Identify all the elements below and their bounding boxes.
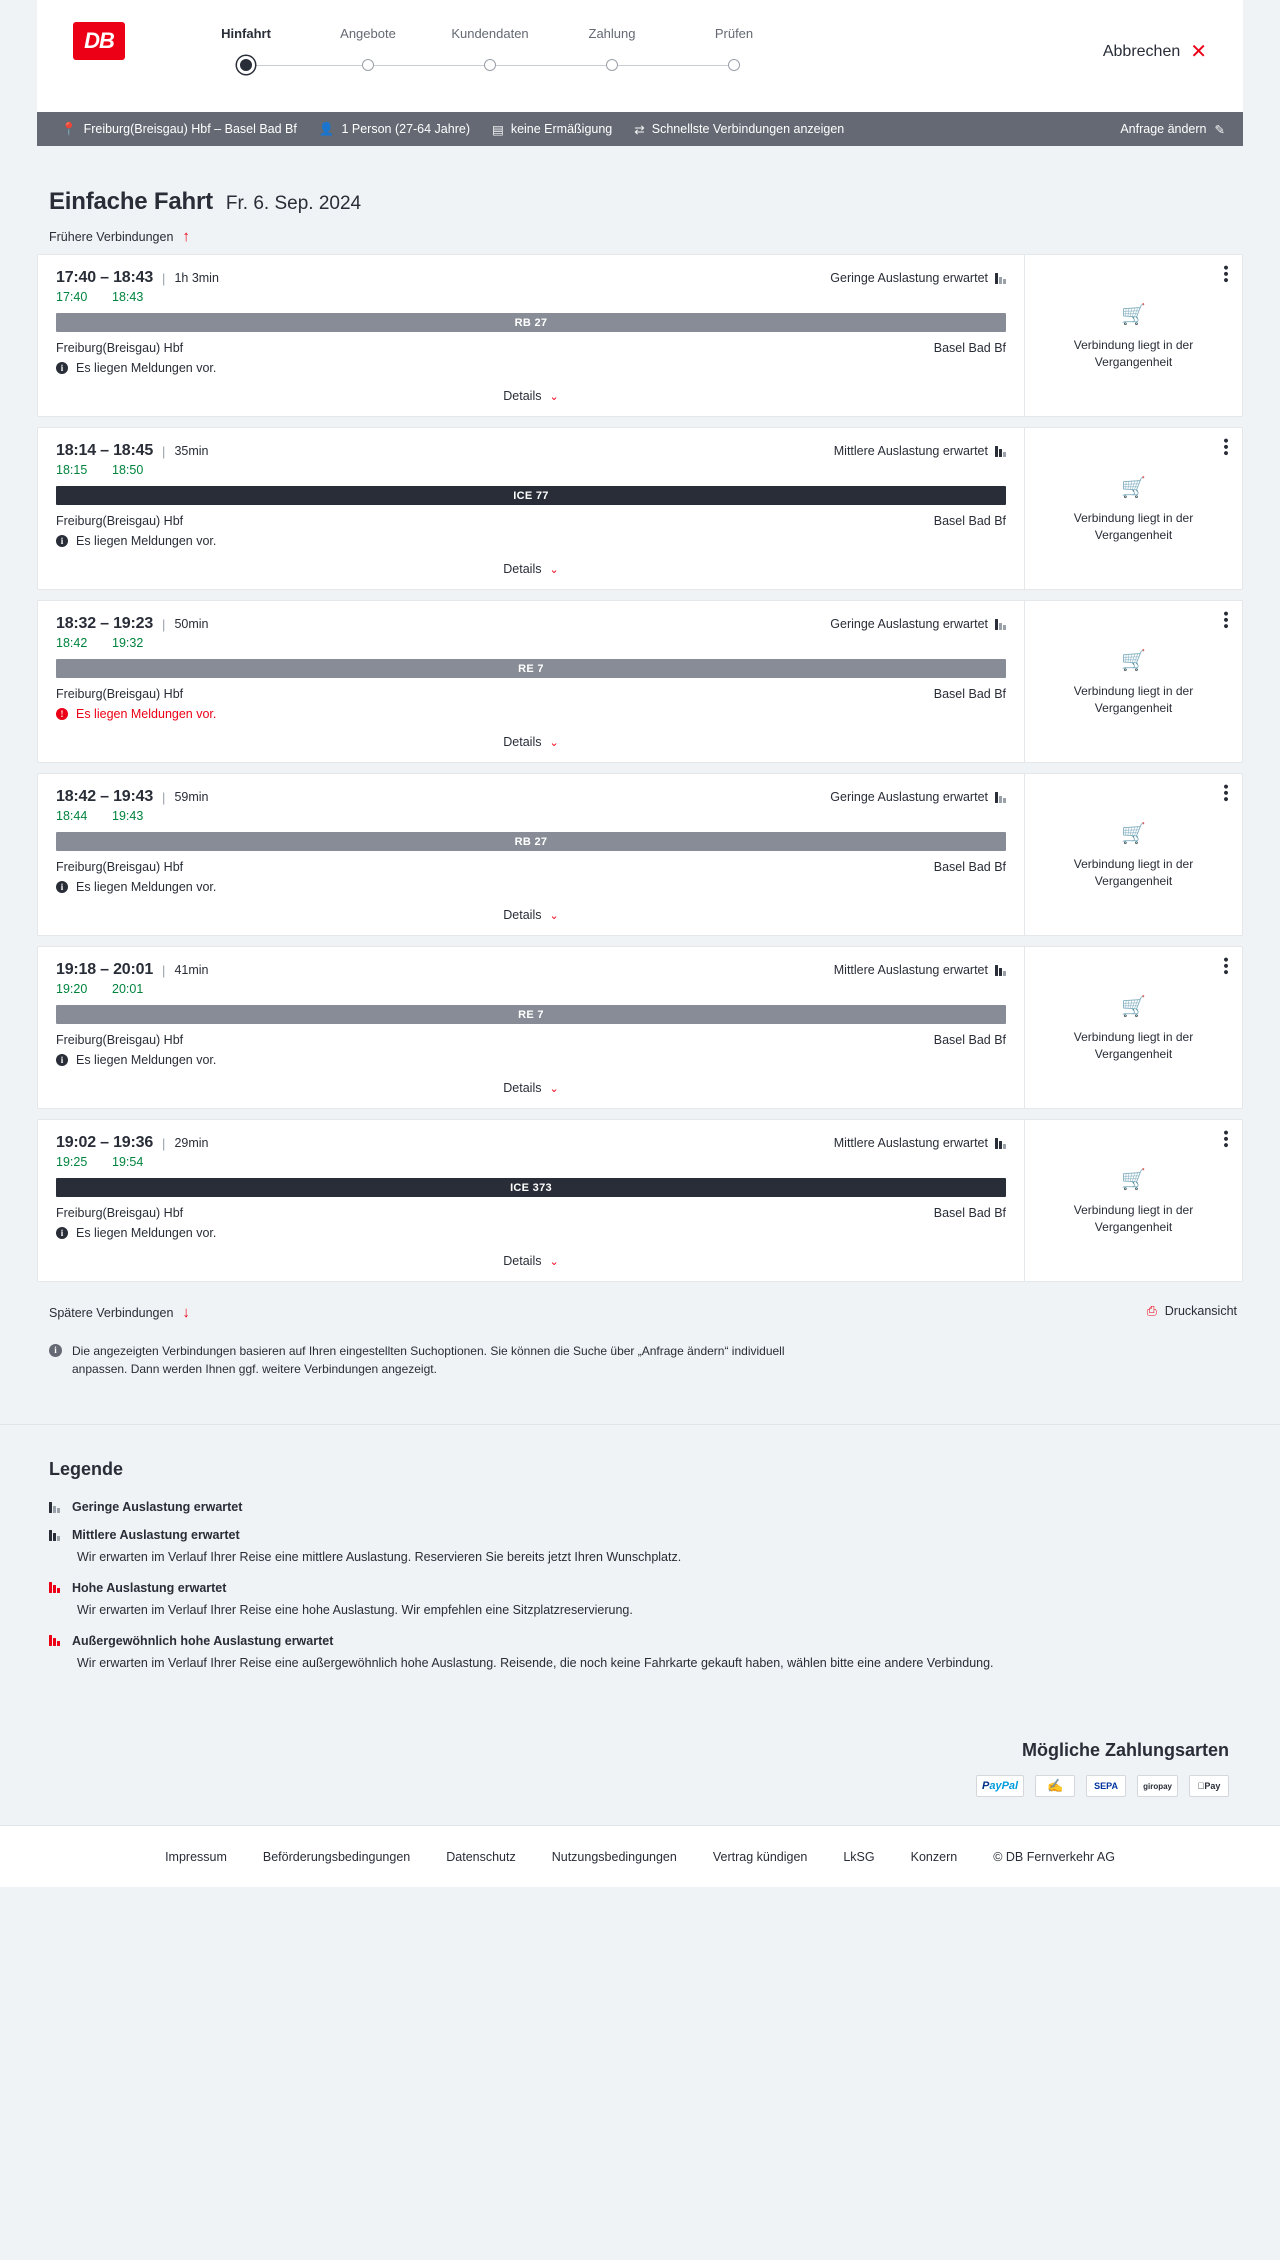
connection-list <box>37 254 1243 1282</box>
past-connection-text: Verbindung liegt in der Vergangenheit <box>1073 1202 1194 1234</box>
paypal-logo: PayPal <box>982 1780 1019 1793</box>
location-pin-icon: 📍 <box>61 121 77 136</box>
arrow-up-icon: ↑ <box>182 228 190 245</box>
destination-station: Basel Bad Bf <box>933 860 1006 874</box>
connection-load-label: Mittlere Auslastung erwartet <box>833 444 988 458</box>
connection-message[interactable] <box>56 361 1006 375</box>
more-options-icon[interactable]: ••• <box>1217 438 1234 457</box>
connection-actual-times <box>56 1155 1006 1169</box>
connection-info <box>38 774 1024 935</box>
info-icon: i <box>56 362 68 374</box>
connection-duration: 41min <box>174 963 209 977</box>
connection-header <box>56 615 1006 633</box>
departure-actual-time: 17:40 <box>56 290 88 304</box>
train-badge: RB 27 <box>56 313 1006 332</box>
connection-info <box>38 601 1024 762</box>
bahncard-icon: ▤ <box>492 122 504 137</box>
separator: | <box>162 270 166 286</box>
legend-section <box>0 1424 1280 1726</box>
connection-message[interactable] <box>56 707 1006 721</box>
train-badge: RE 7 <box>56 659 1006 678</box>
connection-load <box>830 617 1006 631</box>
legend-title: Legende <box>49 1459 124 1479</box>
departure-actual-time: 19:20 <box>56 982 88 996</box>
load-level-1-icon <box>995 273 1006 284</box>
separator: | <box>162 443 166 459</box>
step-label: Prüfen <box>714 26 754 41</box>
connection-load <box>834 444 1006 458</box>
destination-station: Basel Bad Bf <box>933 514 1006 528</box>
load-level-3-icon <box>49 1582 60 1593</box>
load-level-2-icon <box>995 446 1006 457</box>
connection-load <box>830 790 1006 804</box>
legend-item-label: Außergewöhnlich hohe Auslastung erwartet <box>72 1633 334 1648</box>
step-dot-icon <box>728 59 740 71</box>
payment-section <box>0 1726 1280 1825</box>
more-options-icon[interactable]: ••• <box>1217 611 1234 630</box>
connection-duration: 35min <box>174 444 209 458</box>
connection-header <box>56 788 1006 806</box>
info-icon: i <box>56 1054 68 1066</box>
connection-message[interactable] <box>56 1053 1006 1067</box>
details-toggle[interactable] <box>56 1240 1006 1281</box>
details-label: Details <box>503 1081 542 1095</box>
connection-load-label: Mittlere Auslastung erwartet <box>833 963 988 977</box>
connection-stations <box>56 1206 1006 1220</box>
connection-message-text: Es liegen Meldungen vor. <box>76 880 217 894</box>
payment-method-badge <box>1086 1775 1126 1797</box>
connection-message-text: Es liegen Meldungen vor. <box>76 707 217 721</box>
train-badge: ICE 77 <box>56 486 1006 505</box>
details-toggle[interactable] <box>56 548 1006 589</box>
footer-link[interactable]: Vertrag kündigen <box>712 1849 808 1864</box>
connection-load <box>834 1136 1006 1150</box>
payment-methods <box>37 1775 1243 1797</box>
train-badge: RE 7 <box>56 1005 1006 1024</box>
connection-actual-times <box>56 290 1006 304</box>
query-discount[interactable] <box>492 122 634 137</box>
details-toggle[interactable] <box>56 721 1006 762</box>
payment-method-badge <box>1035 1775 1075 1797</box>
connection-duration: 1h 3min <box>174 271 219 285</box>
origin-station: Freiburg(Breisgau) Hbf <box>56 1033 184 1047</box>
origin-station: Freiburg(Breisgau) Hbf <box>56 514 184 528</box>
giropay-logo: giropay <box>1143 1781 1172 1791</box>
connection-time-range: 18:14 – 18:45 <box>56 442 154 459</box>
step-dot-icon <box>240 59 252 71</box>
step-2[interactable] <box>307 26 429 79</box>
query-discount-label: keine Ermäßigung <box>510 122 613 136</box>
footer-link[interactable]: Beförderungsbedingungen <box>262 1849 411 1864</box>
past-connection-text: Verbindung liegt in der Vergangenheit <box>1073 510 1194 542</box>
legend-item <box>49 1500 1243 1514</box>
connection-stations <box>56 1033 1006 1047</box>
destination-station: Basel Bad Bf <box>933 1033 1006 1047</box>
legend-items <box>49 1500 1243 1672</box>
separator: | <box>162 1135 166 1151</box>
connection-message-text: Es liegen Meldungen vor. <box>76 1053 217 1067</box>
connection-card[interactable] <box>37 773 1243 936</box>
connection-header <box>56 1134 1006 1152</box>
query-bar <box>37 112 1243 146</box>
legend-item <box>49 1528 1243 1567</box>
connection-card[interactable] <box>37 1119 1243 1282</box>
query-fastest-label: Schnellste Verbindungen anzeigen <box>651 122 845 136</box>
step-5[interactable] <box>673 26 795 79</box>
connection-load <box>830 271 1006 285</box>
query-route[interactable] <box>55 122 319 137</box>
legend-item-label: Geringe Auslastung erwartet <box>72 1500 243 1514</box>
close-icon[interactable]: ✕ <box>1190 41 1207 63</box>
destination-station: Basel Bad Bf <box>933 341 1006 355</box>
shopping-cart-icon: 🛒 <box>1121 303 1146 326</box>
step-indicator <box>307 55 429 79</box>
query-fastest[interactable] <box>634 122 866 137</box>
more-options-icon[interactable]: ••• <box>1217 957 1234 976</box>
connection-actual-times <box>56 636 1006 650</box>
shopping-cart-icon: 🛒 <box>1121 822 1146 845</box>
payment-method-badge <box>1189 1775 1229 1797</box>
cancel-label: Abbrechen <box>1102 43 1181 60</box>
connection-action <box>1024 947 1242 1108</box>
legend-item-label: Hohe Auslastung erwartet <box>72 1580 227 1595</box>
legend-item-label: Mittlere Auslastung erwartet <box>72 1528 240 1542</box>
legend-item <box>49 1634 1243 1673</box>
chevron-down-icon: ⌄ <box>549 1255 559 1268</box>
separator: | <box>162 789 166 805</box>
origin-station: Freiburg(Breisgau) Hbf <box>56 341 184 355</box>
connection-actual-times <box>56 809 1006 823</box>
later-connections-button[interactable] <box>37 1292 190 1330</box>
print-icon: ⎙ <box>1146 1303 1157 1318</box>
apple-pay-logo: Pay <box>1200 1781 1217 1792</box>
db-logo: DB <box>73 22 125 60</box>
connection-message[interactable] <box>56 534 1006 548</box>
list-footer <box>37 1292 1243 1334</box>
change-request-label: Anfrage ändern <box>1120 122 1207 136</box>
separator: | <box>162 616 166 632</box>
legend-item-head <box>49 1634 1243 1648</box>
details-toggle[interactable] <box>56 375 1006 416</box>
page-title <box>37 146 1243 216</box>
title-date: Fr. 6. Sep. 2024 <box>225 193 362 214</box>
chevron-down-icon: ⌄ <box>549 736 559 749</box>
connection-header <box>56 961 1006 979</box>
arrival-actual-time: 20:01 <box>112 982 144 996</box>
step-indicator <box>673 55 795 79</box>
step-indicator <box>185 55 307 79</box>
checkout-steps <box>185 26 795 79</box>
separator: | <box>162 962 166 978</box>
bottom-nav <box>0 1825 1280 1887</box>
departure-actual-time: 18:15 <box>56 463 88 477</box>
connection-action <box>1024 774 1242 935</box>
chevron-down-icon: ⌄ <box>549 1082 559 1095</box>
load-level-2-icon <box>995 965 1006 976</box>
legend-item-desc: Wir erwarten im Verlauf Ihrer Reise eine hohe Auslastung. Wir empfehlen eine Sitzplatzreservierung. <box>77 1602 633 1617</box>
search-note <box>37 1334 827 1424</box>
connection-action <box>1024 1120 1242 1281</box>
connection-time-range: 18:42 – 19:43 <box>56 788 154 805</box>
origin-station: Freiburg(Breisgau) Hbf <box>56 687 184 701</box>
connection-message[interactable] <box>56 880 1006 894</box>
payment-title: Mögliche Zahlungsarten <box>1021 1740 1229 1761</box>
connection-time-range: 19:18 – 20:01 <box>56 961 154 978</box>
connection-actual-times <box>56 463 1006 477</box>
warning-icon: ! <box>56 708 68 720</box>
earlier-connections-button[interactable] <box>37 216 1243 254</box>
train-badge: ICE 373 <box>56 1178 1006 1197</box>
connection-load-label: Mittlere Auslastung erwartet <box>833 1136 988 1150</box>
details-label: Details <box>503 562 542 576</box>
connection-message-text: Es liegen Meldungen vor. <box>76 534 217 548</box>
shopping-cart-icon: 🛒 <box>1121 476 1146 499</box>
footer-link[interactable]: Datenschutz <box>446 1849 516 1864</box>
legend-item-head <box>49 1581 1243 1595</box>
step-3[interactable] <box>429 26 551 79</box>
step-label: Zahlung <box>588 26 636 41</box>
connection-actual-times <box>56 982 1006 996</box>
load-level-2-icon <box>995 1138 1006 1149</box>
more-options-icon[interactable]: ••• <box>1217 265 1234 284</box>
later-connections-label: Spätere Verbindungen <box>49 1305 174 1320</box>
change-request-button[interactable] <box>1120 122 1225 137</box>
step-label: Hinfahrt <box>221 26 271 41</box>
load-level-1-icon <box>49 1502 60 1513</box>
info-icon: i <box>56 1227 68 1239</box>
print-view-label: Druckansicht <box>1164 1304 1237 1318</box>
info-icon: i <box>56 535 68 547</box>
connection-duration: 50min <box>174 617 209 631</box>
details-label: Details <box>503 735 542 749</box>
connection-stations <box>56 341 1006 355</box>
train-badge: RB 27 <box>56 832 1006 851</box>
earlier-connections-label: Frühere Verbindungen <box>49 229 174 244</box>
sepa-logo: SEPA <box>1094 1781 1119 1792</box>
more-options-icon[interactable]: ••• <box>1217 1130 1234 1149</box>
connection-info <box>38 947 1024 1108</box>
main-content <box>0 146 1280 1424</box>
step-indicator <box>551 55 673 79</box>
load-level-1-icon <box>995 619 1006 630</box>
step-label: Angebote <box>340 26 396 41</box>
payment-method-badge <box>1137 1775 1178 1797</box>
destination-station: Basel Bad Bf <box>933 1206 1006 1220</box>
load-level-2-icon <box>49 1530 60 1541</box>
connection-message-text: Es liegen Meldungen vor. <box>76 361 217 375</box>
details-label: Details <box>503 1254 542 1268</box>
departure-actual-time: 18:42 <box>56 636 88 650</box>
connection-action <box>1024 428 1242 589</box>
connection-header <box>56 269 1006 287</box>
connection-time-range: 17:40 – 18:43 <box>56 269 154 286</box>
title-text: Einfache Fahrt <box>49 188 213 215</box>
chevron-down-icon: ⌄ <box>549 390 559 403</box>
connection-duration: 29min <box>174 1136 209 1150</box>
chevron-down-icon: ⌄ <box>549 563 559 576</box>
connection-duration: 59min <box>174 790 209 804</box>
step-dot-icon <box>362 59 374 71</box>
legend-item-desc: Wir erwarten im Verlauf Ihrer Reise eine mittlere Auslastung. Reservieren Sie bereits jetzt Ihren Wunschplatz. <box>77 1550 682 1564</box>
connection-action <box>1024 601 1242 762</box>
step-indicator <box>429 55 551 79</box>
load-level-1-icon <box>995 792 1006 803</box>
step-dot-icon <box>484 59 496 71</box>
connection-card[interactable] <box>37 600 1243 763</box>
connection-load-label: Geringe Auslastung erwartet <box>830 617 988 631</box>
footer-link[interactable]: Konzern <box>910 1849 958 1864</box>
payment-method-badge <box>976 1775 1024 1797</box>
arrival-actual-time: 19:43 <box>112 809 144 823</box>
arrival-actual-time: 18:50 <box>112 463 144 477</box>
connection-header <box>56 442 1006 460</box>
arrow-down-icon: ↓ <box>182 1304 190 1321</box>
origin-station: Freiburg(Breisgau) Hbf <box>56 860 184 874</box>
step-label: Kundendaten <box>451 26 529 41</box>
origin-station: Freiburg(Breisgau) Hbf <box>56 1206 184 1220</box>
print-view-button[interactable] <box>1147 1304 1243 1319</box>
query-route-label: Freiburg(Breisgau) Hbf – Basel Bad Bf <box>83 122 297 136</box>
details-label: Details <box>503 908 542 922</box>
legend-item-head <box>49 1528 1243 1542</box>
connection-card[interactable] <box>37 254 1243 417</box>
connection-info <box>38 428 1024 589</box>
legend-item-desc: Wir erwarten im Verlauf Ihrer Reise eine außergewöhnlich hohe Auslastung. Reisende, die noch keine Fahrkarte gekauft haben, wählen bitte eine andere Verbindung. <box>77 1655 994 1670</box>
direct-debit-icon: ✍ <box>1047 1778 1064 1794</box>
arrival-actual-time: 19:54 <box>112 1155 144 1169</box>
legend-item <box>49 1581 1243 1620</box>
app-header <box>37 0 1243 112</box>
more-options-icon[interactable]: ••• <box>1217 784 1234 803</box>
shopping-cart-icon: 🛒 <box>1121 995 1146 1018</box>
query-passengers-label: 1 Person (27-64 Jahre) <box>341 122 470 136</box>
details-toggle[interactable] <box>56 894 1006 935</box>
step-1[interactable] <box>185 26 307 79</box>
shopping-cart-icon: 🛒 <box>1121 1168 1146 1191</box>
footer-link[interactable]: Impressum <box>165 1849 227 1864</box>
connection-load-label: Geringe Auslastung erwartet <box>830 271 988 285</box>
info-icon: i <box>56 881 68 893</box>
connection-info <box>38 255 1024 416</box>
query-passengers[interactable] <box>319 122 492 137</box>
past-connection-text: Verbindung liegt in der Vergangenheit <box>1073 337 1194 369</box>
person-icon: 👤 <box>318 121 335 136</box>
footer-link[interactable]: LkSG <box>843 1849 875 1864</box>
search-note-text: Die angezeigten Verbindungen basieren auf Ihren eingestellten Suchoptionen. Sie können die Suche über „Anfrage ändern“ individuell anpassen. Dann werden Ihnen ggf. weitere Verbindungen angezeigt. <box>72 1344 785 1376</box>
footer-copyright: © DB Fernverkehr AG <box>993 1849 1115 1864</box>
shopping-cart-icon: 🛒 <box>1121 649 1146 672</box>
connection-message[interactable] <box>56 1226 1006 1240</box>
connection-time-range: 19:02 – 19:36 <box>56 1134 154 1151</box>
destination-station: Basel Bad Bf <box>933 687 1006 701</box>
cancel-button[interactable] <box>1103 42 1207 62</box>
connection-card[interactable] <box>37 427 1243 590</box>
connection-time-range: 18:32 – 19:23 <box>56 615 154 632</box>
past-connection-text: Verbindung liegt in der Vergangenheit <box>1073 1029 1194 1061</box>
departure-actual-time: 19:25 <box>56 1155 88 1169</box>
departure-actual-time: 18:44 <box>56 809 88 823</box>
step-dot-icon <box>606 59 618 71</box>
details-toggle[interactable] <box>56 1067 1006 1108</box>
load-level-4-icon <box>49 1635 60 1646</box>
connection-message-text: Es liegen Meldungen vor. <box>76 1226 217 1240</box>
details-label: Details <box>503 389 542 403</box>
legend-item-head <box>49 1500 1243 1514</box>
connection-action <box>1024 255 1242 416</box>
footer-link[interactable]: Nutzungsbedingungen <box>551 1849 677 1864</box>
connection-load <box>834 963 1006 977</box>
past-connection-text: Verbindung liegt in der Vergangenheit <box>1073 856 1194 888</box>
chevron-down-icon: ⌄ <box>549 909 559 922</box>
connection-card[interactable] <box>37 946 1243 1109</box>
swap-arrows-icon: ⇄ <box>634 122 645 137</box>
arrival-actual-time: 19:32 <box>112 636 144 650</box>
past-connection-text: Verbindung liegt in der Vergangenheit <box>1073 683 1194 715</box>
arrival-actual-time: 18:43 <box>112 290 144 304</box>
connection-stations <box>56 860 1006 874</box>
connection-load-label: Geringe Auslastung erwartet <box>830 790 988 804</box>
info-icon: i <box>49 1344 62 1357</box>
pencil-icon: ✎ <box>1214 122 1225 137</box>
connection-info <box>38 1120 1024 1281</box>
connection-stations <box>56 514 1006 528</box>
step-4[interactable] <box>551 26 673 79</box>
connection-stations <box>56 687 1006 701</box>
